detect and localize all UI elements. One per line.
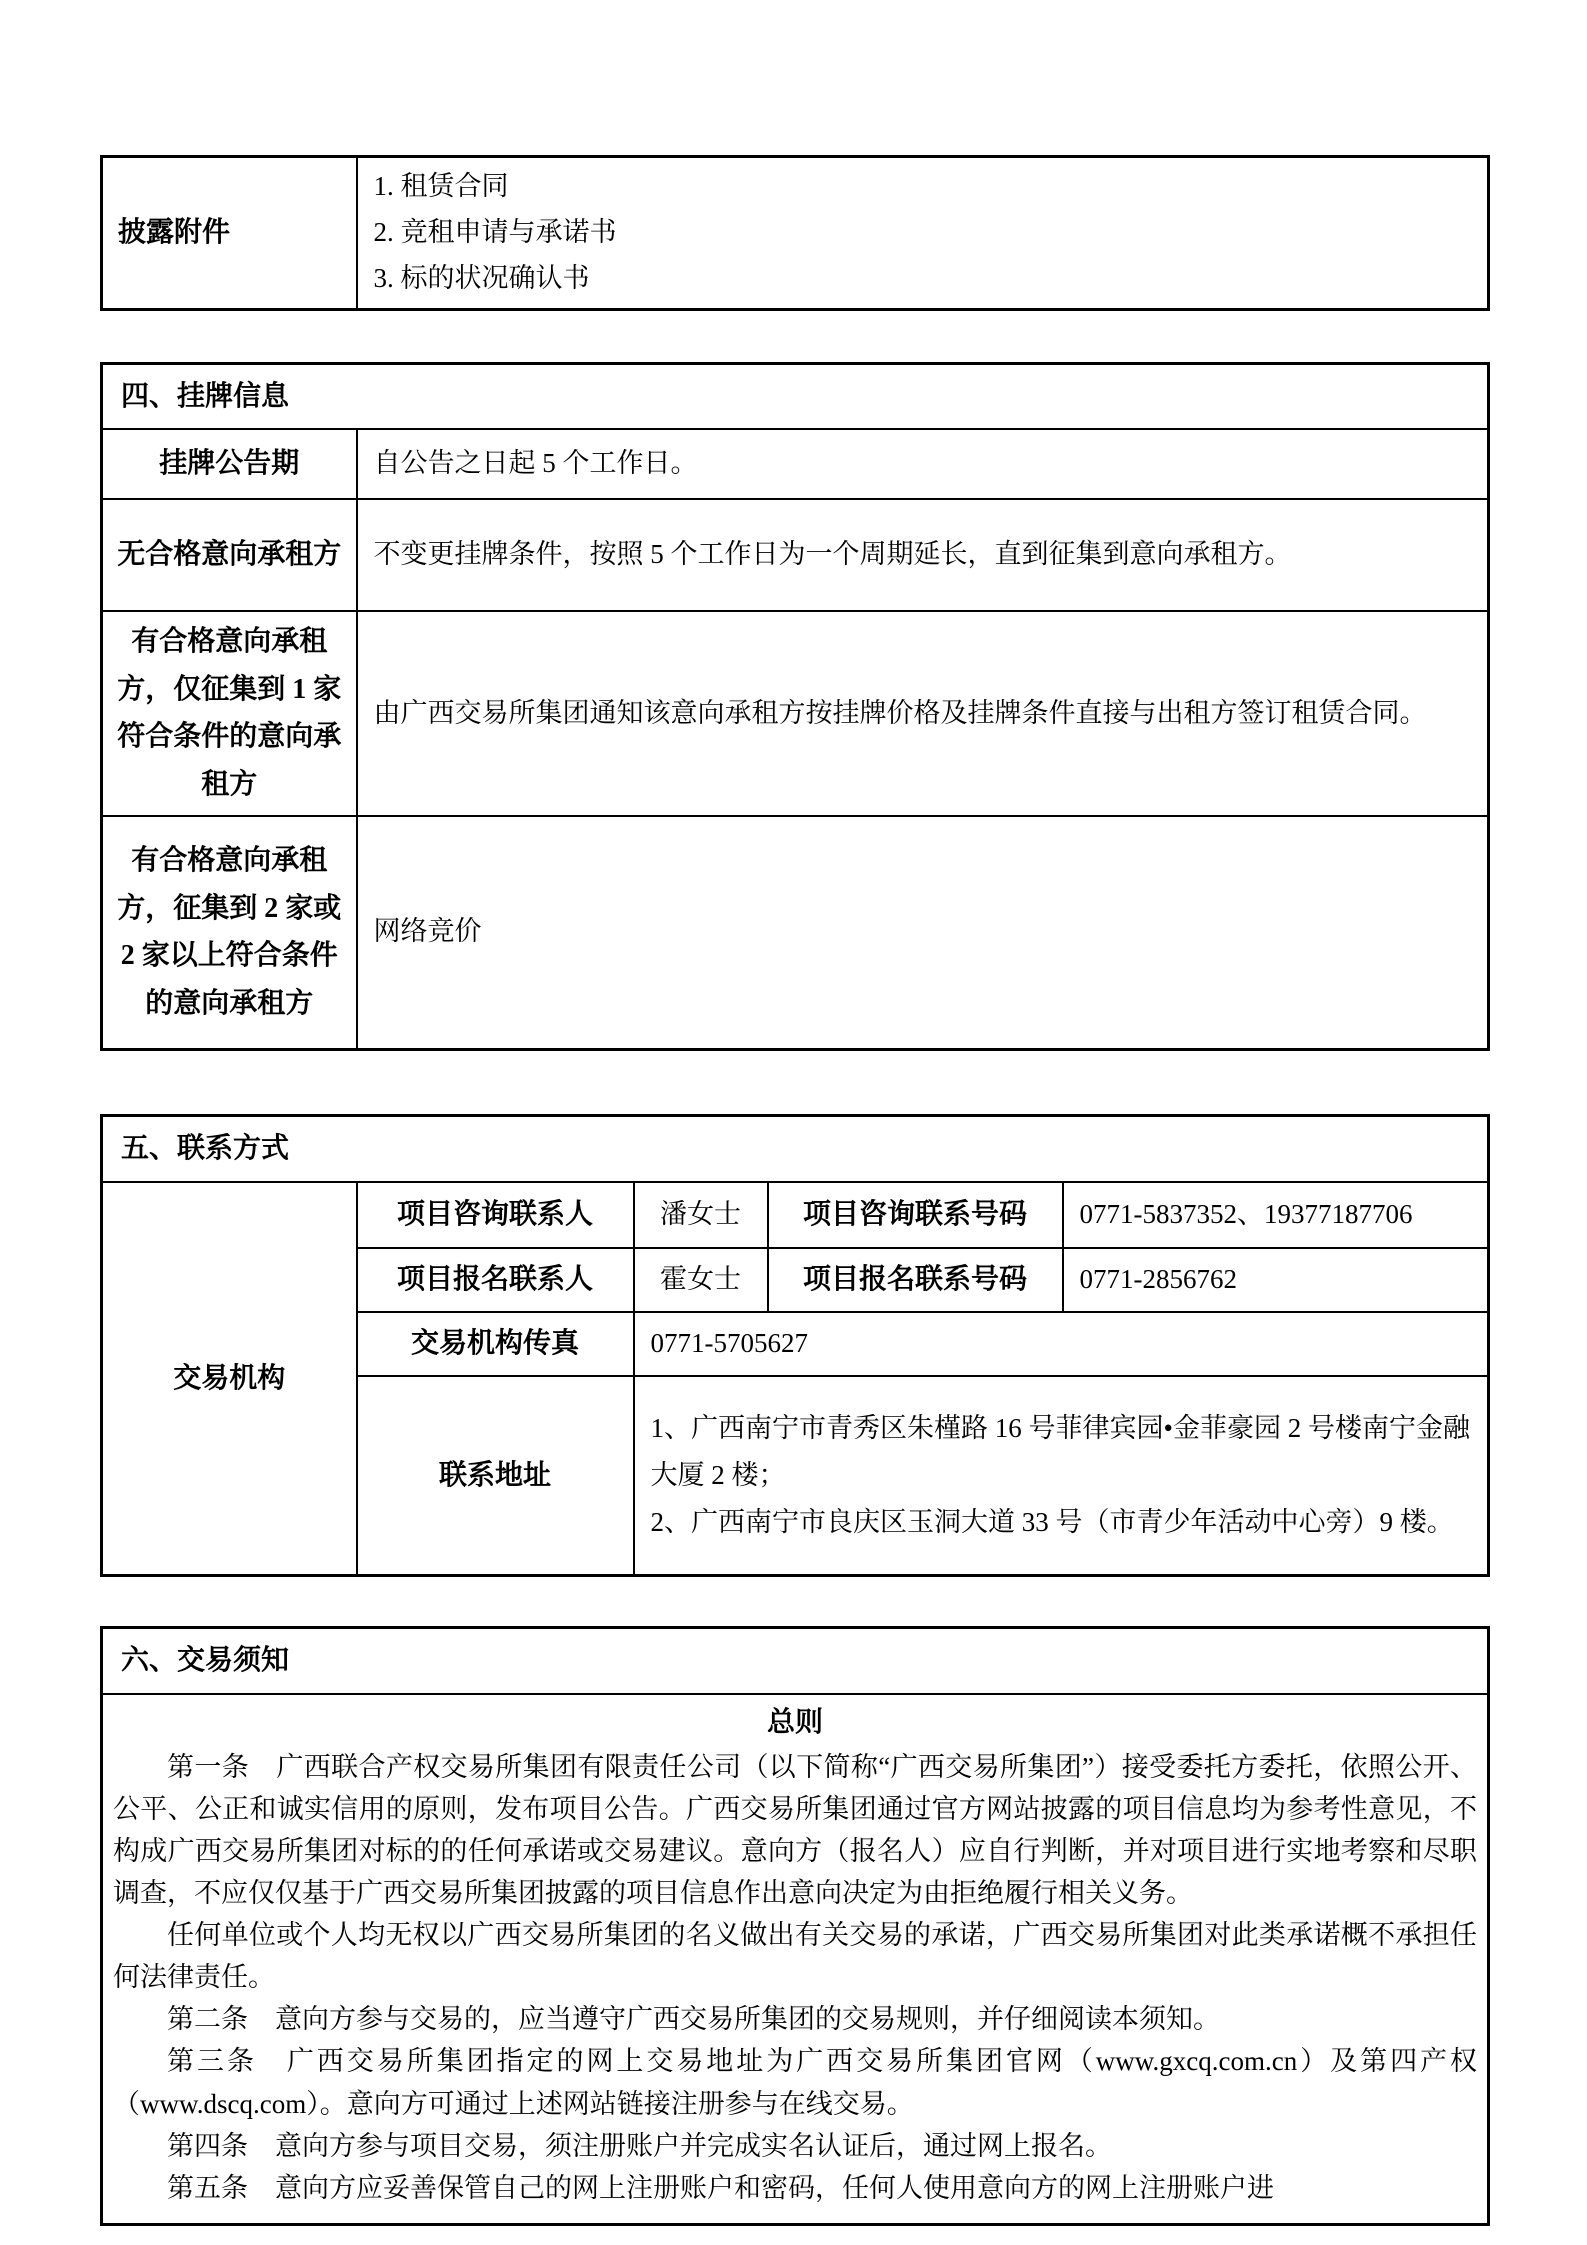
table-row [102, 1694, 1489, 2225]
contact-signup-name: 霍女士 [634, 1248, 768, 1312]
contact-consult-name: 潘女士 [634, 1182, 768, 1248]
section-gap [100, 1577, 1490, 1626]
notice-paragraph: 第一条 广西联合产权交易所集团有限责任公司（以下简称“广西交易所集团”）接受委托方委托，依照公开、公平、公正和诚实信用的原则，发布项目公告。广西交易所集团通过官方网站披露的项目信息均为参考性意见，不构成广西交易所集团对标的的任何承诺或交易建议。意向方（报名人）应自行判断，并对项目进行实地考察和尽职调查，不应仅仅基于广西交易所集团披露的项目信息作出意向决定为由拒绝履行相关义务。 [113, 1751, 1477, 1908]
listing-section-title: 四、挂牌信息 [102, 363, 1489, 429]
notice-table [100, 1626, 1490, 2226]
table-row [102, 611, 1489, 815]
table-row [102, 1628, 1489, 1694]
attachment-label: 披露附件 [102, 157, 357, 310]
contact-address-line: 2、广西南宁市良庆区玉洞大道 33 号（市青少年活动中心旁）9 楼。 [650, 1507, 1454, 1538]
notice-paragraph: 第二条 意向方参与交易的，应当遵守广西交易所集团的交易规则，并仔细阅读本须知。 [167, 2004, 1220, 2035]
contact-table [100, 1114, 1490, 1577]
notice-content [102, 1694, 1489, 2225]
contact-fax-label: 交易机构传真 [357, 1312, 634, 1376]
table-row [102, 1182, 1489, 1248]
listing-row-value: 网络竞价 [357, 816, 1489, 1050]
contact-signup-phone-label: 项目报名联系号码 [768, 1248, 1063, 1312]
contact-section-title: 五、联系方式 [102, 1116, 1489, 1182]
table-row [102, 157, 1489, 310]
table-row [102, 429, 1489, 499]
notice-section-title: 六、交易须知 [102, 1628, 1489, 1694]
listing-row-value: 不变更挂牌条件，按照 5 个工作日为一个周期延长，直到征集到意向承租方。 [357, 499, 1489, 611]
attachment-item: 3. 标的状况确认书 [373, 262, 590, 293]
contact-fax-value: 0771-5705627 [634, 1312, 1489, 1376]
listing-row-value: 由广西交易所集团通知该意向承租方按挂牌价格及挂牌条件直接与出租方签订租赁合同。 [357, 611, 1489, 815]
contact-signup-label: 项目报名联系人 [357, 1248, 634, 1312]
contact-address-label: 联系地址 [357, 1376, 634, 1576]
table-row [102, 363, 1489, 429]
notice-paragraph: 第四条 意向方参与项目交易，须注册账户并完成实名认证后，通过网上报名。 [167, 2130, 1112, 2161]
listing-row-label: 有合格意向承租方，征集到 2 家或 2 家以上符合条件的意向承租方 [102, 816, 357, 1050]
contact-address-line: 1、广西南宁市青秀区朱槿路 16 号菲律宾园•金菲豪园 2 号楼南宁金融大厦 2 楼； [650, 1412, 1470, 1490]
notice-paragraph: 任何单位或个人均无权以广西交易所集团的名义做出有关交易的承诺，广西交易所集团对此类承诺概不承担任何法律责任。 [113, 1920, 1477, 1993]
listing-row-value: 自公告之日起 5 个工作日。 [357, 429, 1489, 499]
notice-general-title: 总则 [766, 1706, 823, 1738]
notice-paragraph: 第五条 意向方应妥善保管自己的网上注册账户和密码，任何人使用意向方的网上注册账户进 [167, 2172, 1274, 2203]
attachment-item: 2. 竞租申请与承诺书 [373, 216, 617, 247]
attachment-item: 1. 租赁合同 [373, 171, 509, 201]
section-gap [100, 311, 1490, 362]
contact-signup-phone: 0771-2856762 [1063, 1248, 1489, 1312]
table-row [102, 816, 1489, 1050]
table-row [102, 1116, 1489, 1182]
attachment-table [100, 155, 1490, 311]
listing-info-table [100, 362, 1490, 1051]
listing-row-label: 挂牌公告期 [102, 429, 357, 499]
table-row [102, 499, 1489, 611]
contact-consult-phone: 0771-5837352、19377187706 [1063, 1182, 1489, 1248]
attachment-list [357, 157, 1489, 310]
notice-paragraph: 第三条 广西交易所集团指定的网上交易地址为广西交易所集团官网（www.gxcq.com.cn）及第四产权（www.dscq.com）。意向方可通过上述网站链接注册参与在线交易。 [113, 2046, 1477, 2119]
contact-address-value [634, 1376, 1489, 1576]
listing-row-label: 无合格意向承租方 [102, 499, 357, 611]
contact-org-label: 交易机构 [102, 1182, 357, 1576]
contact-consult-phone-label: 项目咨询联系号码 [768, 1182, 1063, 1248]
contact-consult-label: 项目咨询联系人 [357, 1182, 634, 1248]
listing-row-label: 有合格意向承租方，仅征集到 1 家符合条件的意向承租方 [102, 611, 357, 815]
section-gap [100, 1051, 1490, 1114]
